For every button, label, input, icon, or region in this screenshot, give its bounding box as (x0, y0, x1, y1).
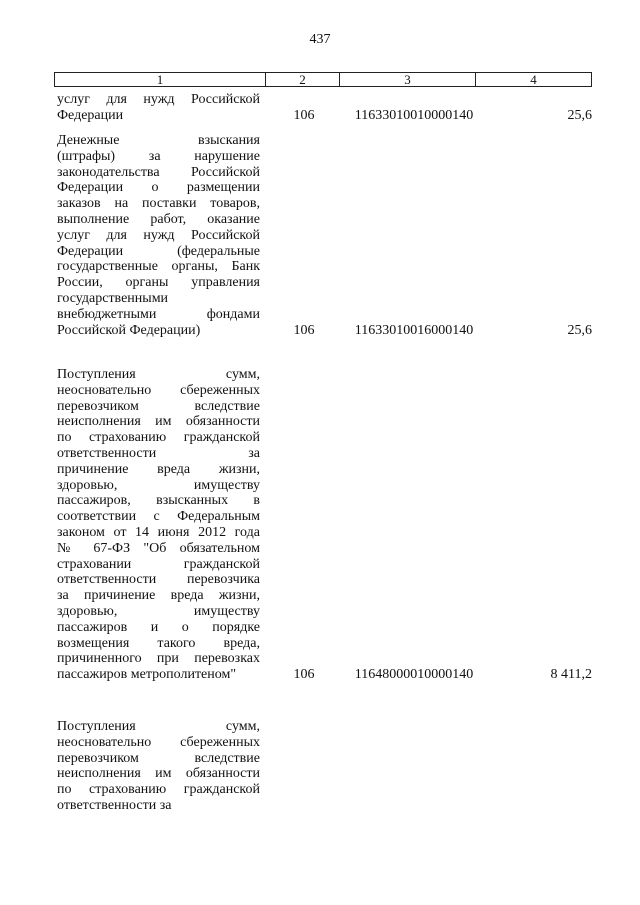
description-line: неисполнения им обязанности (57, 766, 260, 782)
row-description (57, 133, 260, 338)
description-line: Федерации (57, 107, 124, 123)
description-line: России, органы управления (57, 275, 260, 291)
header-col-2: 2 (265, 73, 339, 86)
description-line: причинение вреда жизни, (57, 461, 260, 477)
description-line: по страхованию гражданской (57, 782, 260, 798)
description-line: здоровью, имуществу (57, 603, 260, 619)
description-line: выполнение работ, оказание (57, 211, 260, 227)
description-line: Поступления сумм, (57, 367, 260, 382)
row-kbk-code: 11633010010000140 (354, 107, 474, 123)
header-col-1: 1 (156, 72, 164, 87)
description-line: перевозчиком вследствие (57, 750, 260, 766)
row-kbk-code: 11648000010000140 (354, 667, 474, 683)
description-line: перевозчиком вследствие (57, 398, 260, 414)
description-line: внебюджетными фондами (57, 306, 260, 322)
row-description (57, 719, 260, 814)
row-code: 106 (293, 322, 315, 338)
row-code: 106 (293, 667, 315, 683)
row-amount: 25,6 (567, 107, 592, 123)
description-line: Российской Федерации) (57, 322, 201, 338)
table-header (54, 72, 592, 87)
page-number: 437 (309, 32, 331, 47)
description-line: государственные органы, Банк (57, 259, 260, 275)
description-line: пассажиров, взысканных в (57, 493, 260, 509)
description-line: заказов на поставки товаров, (57, 196, 260, 212)
description-line: неосновательно сбереженных (57, 734, 260, 750)
description-line: соответствии с Федеральным (57, 509, 260, 525)
description-line: неисполнения им обязанности (57, 414, 260, 430)
row-kbk-code: 11633010016000140 (354, 322, 474, 338)
description-line: пассажиров и о порядке (57, 619, 260, 635)
row-code: 106 (293, 107, 315, 123)
header-col-4: 4 (475, 73, 591, 86)
description-line: за причинение вреда жизни, (57, 588, 260, 604)
description-line: по страхованию гражданской (57, 430, 260, 446)
description-line: Федерации (федеральные (57, 243, 260, 259)
description-line: законом от 14 июня 2012 года (57, 524, 260, 540)
row-description (57, 92, 260, 124)
description-line: пассажиров метрополитеном" (57, 667, 237, 683)
header-col-3: 3 (339, 73, 475, 86)
description-line: неосновательно сбереженных (57, 382, 260, 398)
description-line: страховании гражданской (57, 556, 260, 572)
description-line: Денежные взыскания (57, 133, 260, 148)
description-line: законодательства Российской (57, 164, 260, 180)
description-line: № 67-ФЗ "Об обязательном (57, 540, 260, 556)
description-line: причиненного при перевозках (57, 651, 260, 667)
description-line: Поступления сумм, (57, 719, 260, 734)
row-amount: 25,6 (567, 322, 592, 338)
description-line: возмещения такого вреда, (57, 635, 260, 651)
description-line: ответственности за (57, 797, 172, 813)
row-amount: 8 411,2 (550, 667, 592, 683)
description-line: здоровью, имуществу (57, 477, 260, 493)
description-line: услуг для нужд Российской (57, 92, 260, 107)
description-line: государственными (57, 290, 169, 306)
description-line: Федерации о размещении (57, 180, 260, 196)
description-line: (штрафы) за нарушение (57, 148, 260, 164)
description-line: ответственности за (57, 445, 260, 461)
row-description (57, 367, 260, 683)
description-line: ответственности перевозчика (57, 572, 260, 588)
description-line: услуг для нужд Российской (57, 227, 260, 243)
